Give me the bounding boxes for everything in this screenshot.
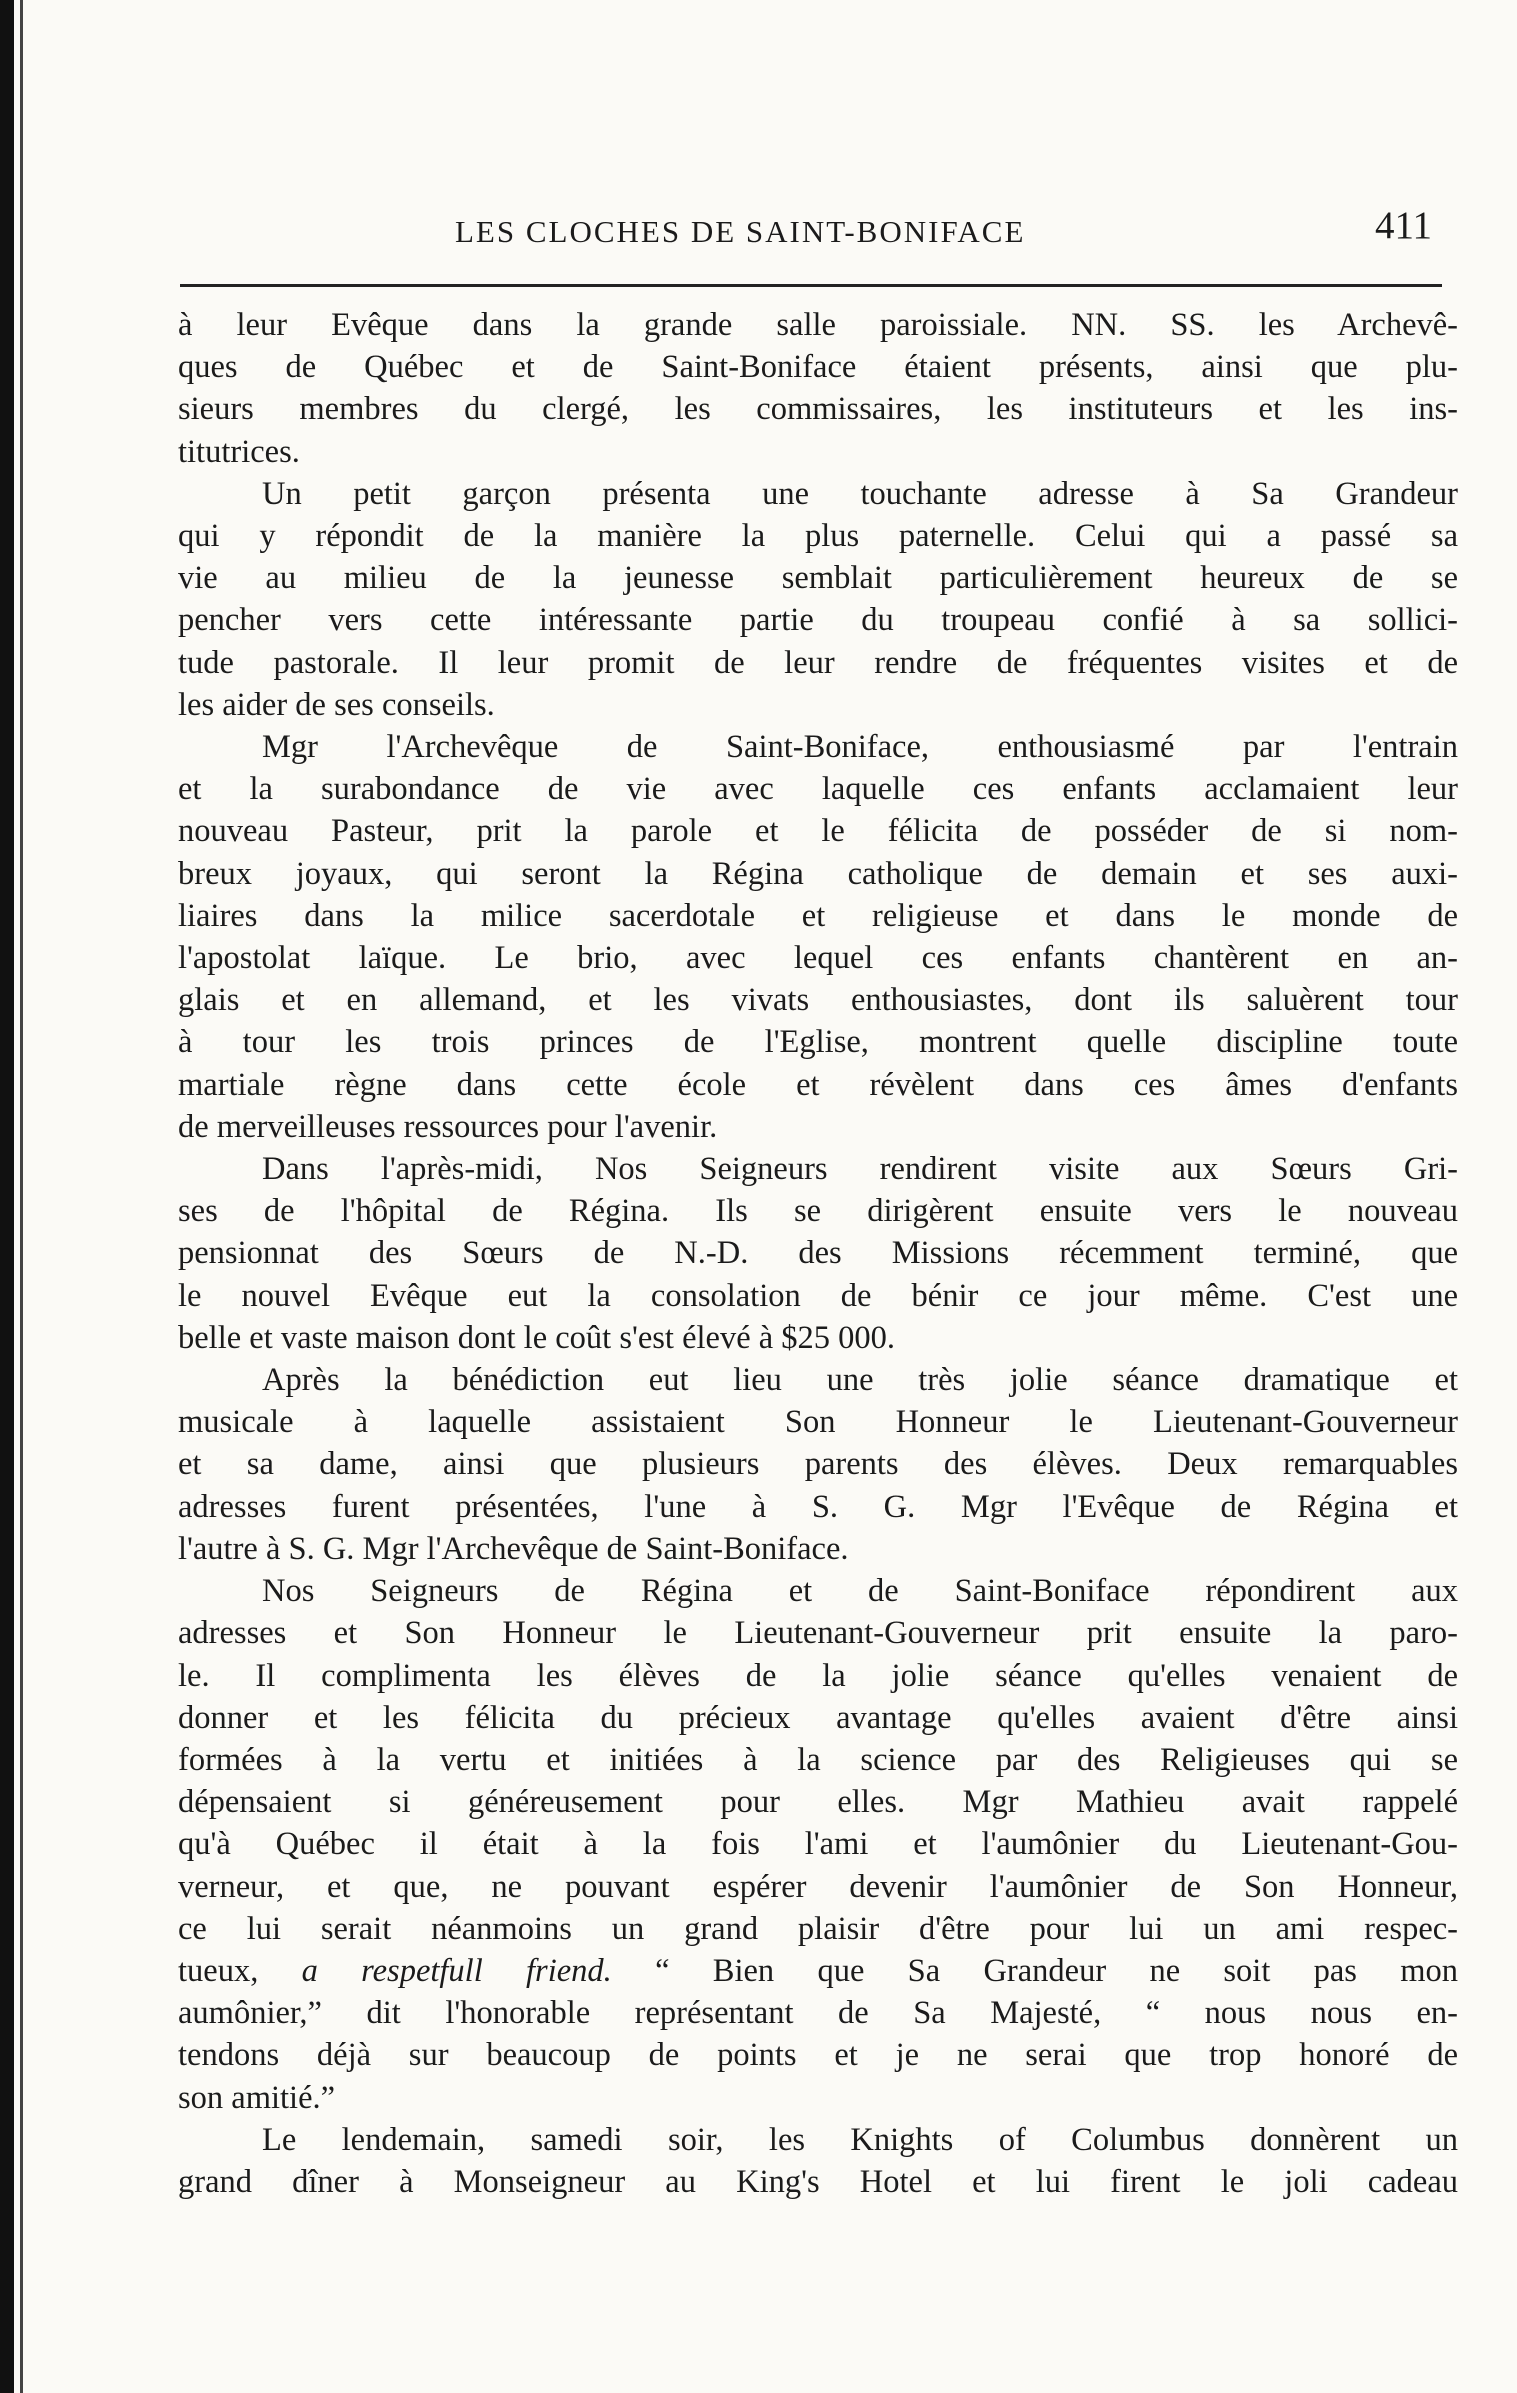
italic-phrase: a respetfull friend. — [301, 1952, 612, 1989]
text-line: Un petit garçon présenta une touchante adresse à Sa Grandeur — [262, 475, 1458, 512]
text-line: formées à la vertu et initiées à la science par des Religieuses qui se — [178, 1741, 1458, 1778]
text-line: adresses et Son Honneur le Lieutenant-Gouverneur prit ensuite la paro- — [178, 1615, 1458, 1652]
text-line: tendons déjà sur beaucoup de points et je ne serai que trop honoré de — [178, 2037, 1458, 2074]
text-line: adresses furent présentées, l'une à S. G. Mgr l'Evêque de Régina et — [178, 1488, 1458, 1525]
text-line: Dans l'après-midi, Nos Seigneurs rendirent visite aux Sœurs Gri- — [262, 1151, 1458, 1188]
text-line: et sa dame, ainsi que plusieurs parents des élèves. Deux remarquables — [178, 1446, 1458, 1483]
binding-edge — [0, 0, 14, 2393]
text-line: le nouvel Evêque eut la consolation de bénir ce jour même. C'est une — [178, 1277, 1458, 1314]
text-line: à tour les trois princes de l'Eglise, montrent quelle discipline toute — [178, 1024, 1458, 1061]
text-line: pencher vers cette intéressante partie du troupeau confié à sa sollici- — [178, 602, 1458, 639]
text-fragment: “ Bien que Sa Grandeur ne soit pas mon — [655, 1952, 1459, 1989]
text-line: le. Il complimenta les élèves de la jolie séance qu'elles venaient de — [178, 1657, 1458, 1694]
text-line: Le lendemain, samedi soir, les Knights of Columbus donnèrent un — [262, 2121, 1458, 2158]
text-line: titutrices. — [178, 433, 300, 470]
text-line: musicale à laquelle assistaient Son Honneur le Lieutenant-Gouverneur — [178, 1404, 1458, 1441]
text-line: vie au milieu de la jeunesse semblait particulièrement heureux de se — [178, 560, 1458, 597]
text-line: dépensaient si généreusement pour elles. Mgr Mathieu avait rappelé — [178, 1784, 1458, 1821]
text-line: martiale règne dans cette école et révèlent dans ces âmes d'enfants — [178, 1066, 1458, 1103]
text-line: Après la bénédiction eut lieu une très jolie séance dramatique et — [262, 1362, 1458, 1399]
text-line-with-italic — [178, 1950, 1458, 1992]
text-line: liaires dans la milice sacerdotale et religieuse et dans le monde de — [178, 897, 1458, 934]
page-body — [178, 304, 1458, 2203]
text-line: l'apostolat laïque. Le brio, avec lequel ces enfants chantèrent en an- — [178, 940, 1458, 977]
text-line: grand dîner à Monseigneur au King's Hotel et lui firent le joli cadeau — [178, 2163, 1458, 2200]
text-line: verneur, et que, ne pouvant espérer devenir l'aumônier de Son Honneur, — [178, 1868, 1458, 1905]
binding-edge-line — [20, 0, 23, 2393]
text-line: ques de Québec et de Saint-Boniface étaient présents, ainsi que plu- — [178, 349, 1458, 386]
text-line: ses de l'hôpital de Régina. Ils se dirigèrent ensuite vers le nouveau — [178, 1193, 1458, 1230]
text-line: ce lui serait néanmoins un grand plaisir d'être pour lui un ami respec- — [178, 1910, 1458, 1947]
text-line: breux joyaux, qui seront la Régina catholique de demain et ses auxi- — [178, 855, 1458, 892]
text-line: à leur Evêque dans la grande salle paroissiale. NN. SS. les Archevê- — [178, 307, 1458, 343]
text-line: l'autre à S. G. Mgr l'Archevêque de Saint-Boniface. — [178, 1530, 849, 1567]
text-line: belle et vaste maison dont le coût s'est élevé à $25 000. — [178, 1319, 896, 1356]
text-line: son amitié.” — [178, 2079, 336, 2116]
text-line: glais et en allemand, et les vivats enthousiastes, dont ils saluèrent tour — [178, 982, 1458, 1019]
text-line: Mgr l'Archevêque de Saint-Boniface, enthousiasmé par l'entrain — [262, 729, 1458, 766]
text-line: de merveilleuses ressources pour l'avenir. — [178, 1108, 718, 1145]
text-line: tude pastorale. Il leur promit de leur rendre de fréquentes visites et de — [178, 644, 1458, 681]
text-line: sieurs membres du clergé, les commissaires, les instituteurs et les ins- — [178, 391, 1458, 428]
text-line: Nos Seigneurs de Régina et de Saint-Boniface répondirent aux — [262, 1573, 1458, 1610]
text-line: aumônier,” dit l'honorable représentant de Sa Majesté, “ nous nous en- — [178, 1995, 1458, 2032]
text-line: qui y répondit de la manière la plus paternelle. Celui qui a passé sa — [178, 518, 1458, 555]
running-title: LES CLOCHES DE SAINT-BONIFACE — [455, 214, 1026, 249]
text-line: nouveau Pasteur, prit la parole et le félicita de posséder de si nom- — [178, 813, 1458, 850]
text-line: les aider de ses conseils. — [178, 686, 495, 723]
text-fragment: tueux, — [178, 1952, 259, 1989]
page-number: 411 — [1375, 204, 1433, 247]
header-rule — [180, 284, 1442, 287]
text-line: et la surabondance de vie avec laquelle ces enfants acclamaient leur — [178, 771, 1458, 808]
text-line: donner et les félicita du précieux avantage qu'elles avaient d'être ainsi — [178, 1699, 1458, 1736]
text-line: qu'à Québec il était à la fois l'ami et l'aumônier du Lieutenant-Gou- — [178, 1826, 1458, 1863]
text-line: pensionnat des Sœurs de N.-D. des Missions récemment terminé, que — [178, 1235, 1458, 1272]
